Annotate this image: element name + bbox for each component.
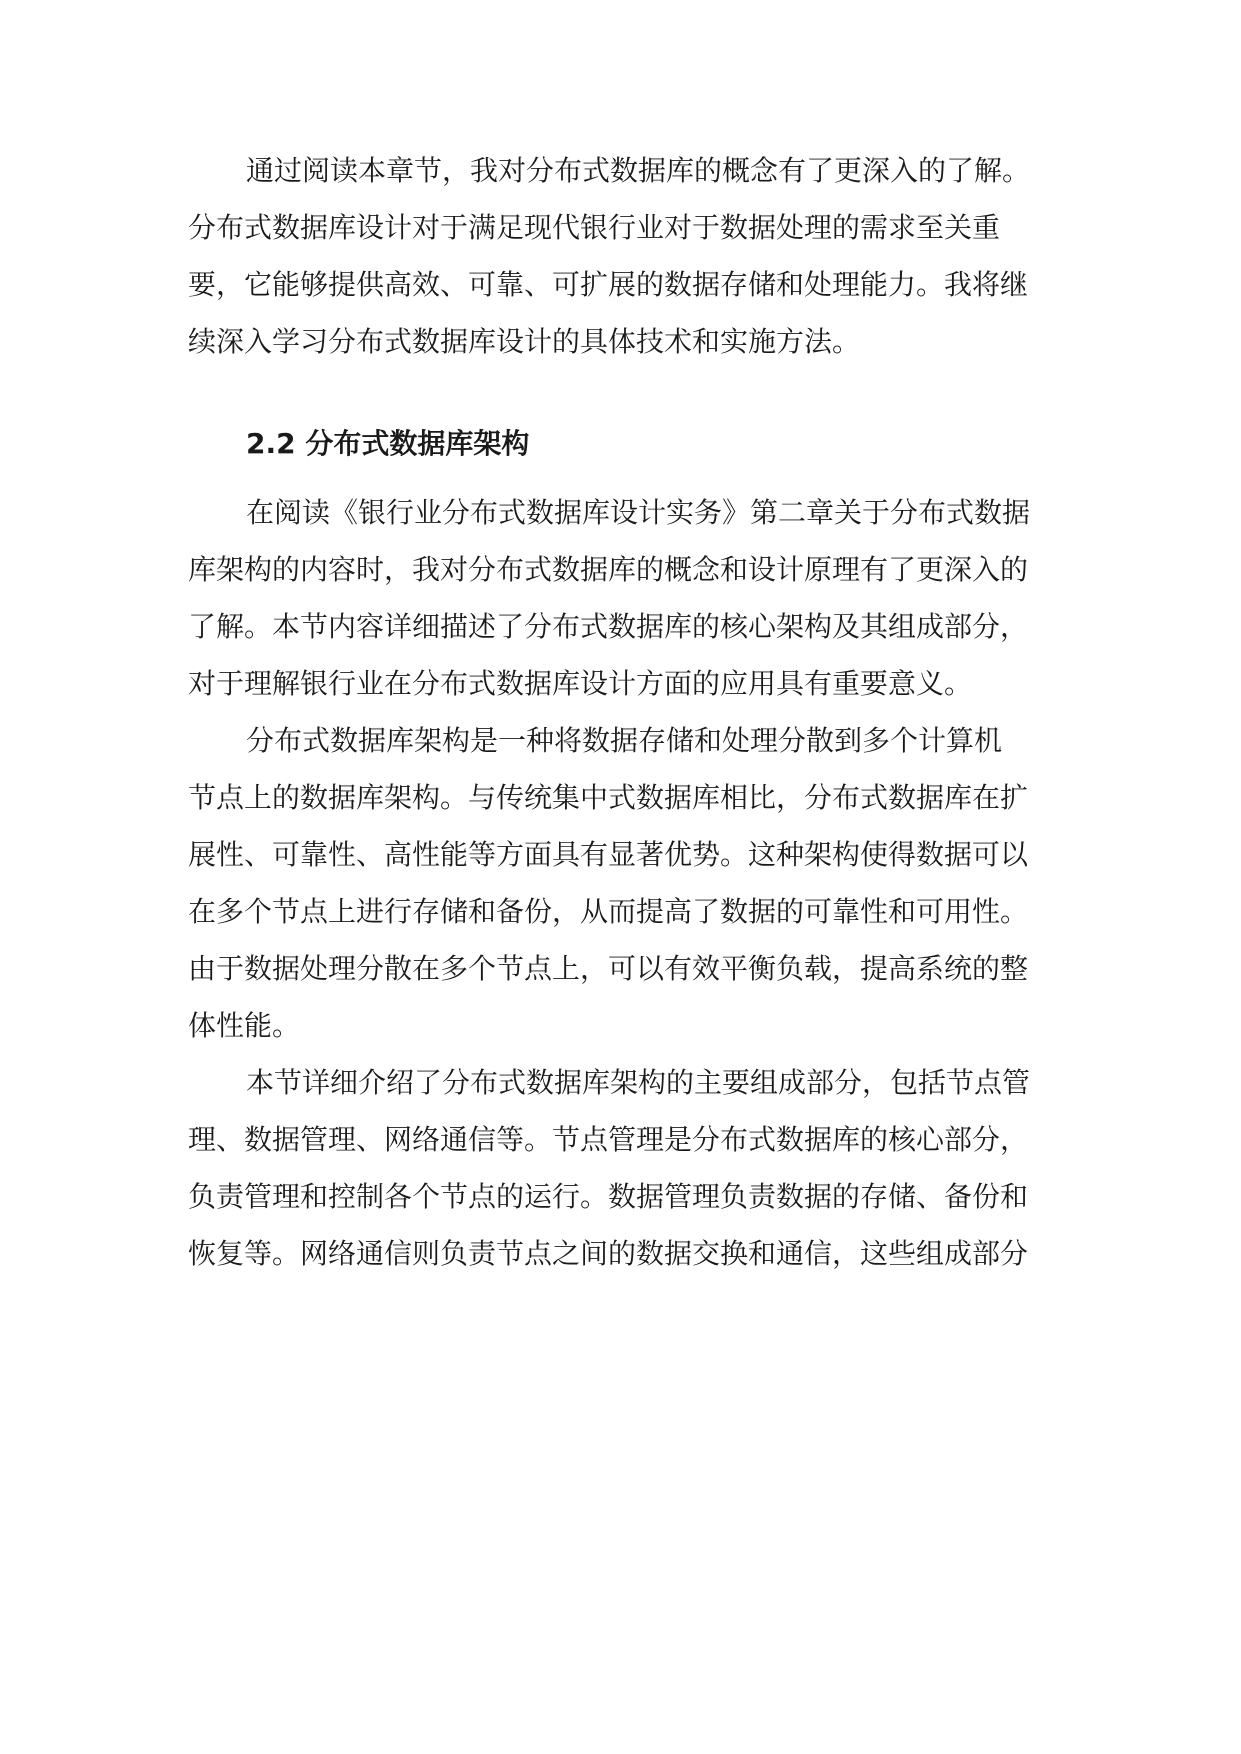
text-line: 在多个节点上进行存储和备份，从而提高了数据的可靠性和可用性。 bbox=[188, 895, 1029, 928]
text-line: 负责管理和控制各个节点的运行。数据管理负责数据的存储、备份和 bbox=[188, 1180, 1029, 1213]
text-line: 展性、可靠性、高性能等方面具有显著优势。这种架构使得数据可以 bbox=[188, 838, 1029, 871]
text-line: 了解。本节内容详细描述了分布式数据库的核心架构及其组成部分， bbox=[188, 610, 1029, 643]
section-heading: 2.2 分布式数据库架构 bbox=[246, 427, 530, 460]
text-line: 本节详细介绍了分布式数据库架构的主要组成部分，包括节点管 bbox=[246, 1066, 1031, 1099]
text-line: 分布式数据库架构是一种将数据存储和处理分散到多个计算机 bbox=[246, 724, 1003, 757]
text-line: 体性能。 bbox=[188, 1009, 301, 1042]
text-line: 对于理解银行业在分布式数据库设计方面的应用具有重要意义。 bbox=[188, 667, 973, 700]
text-line: 节点上的数据库架构。与传统集中式数据库相比，分布式数据库在扩 bbox=[188, 781, 1029, 814]
text-line: 要，它能够提供高效、可靠、可扩展的数据存储和处理能力。我将继 bbox=[188, 268, 1029, 301]
text-line: 理、数据管理、网络通信等。节点管理是分布式数据库的核心部分， bbox=[188, 1123, 1029, 1156]
text-line: 恢复等。网络通信则负责节点之间的数据交换和通信，这些组成部分 bbox=[188, 1237, 1029, 1270]
text-line: 通过阅读本章节，我对分布式数据库的概念有了更深入的了解。 bbox=[246, 154, 1031, 187]
document-body bbox=[188, 142, 1058, 1282]
paragraph bbox=[188, 712, 1058, 1054]
text-line: 分布式数据库设计对于满足现代银行业对于数据处理的需求至关重 bbox=[188, 211, 1001, 244]
text-line: 在阅读《银行业分布式数据库设计实务》第二章关于分布式数据 bbox=[246, 496, 1031, 529]
paragraph bbox=[188, 142, 1058, 370]
text-line: 由于数据处理分散在多个节点上，可以有效平衡负载，提高系统的整 bbox=[188, 952, 1029, 985]
paragraph bbox=[188, 484, 1058, 712]
text-line: 续深入学习分布式数据库设计的具体技术和实施方法。 bbox=[188, 325, 861, 358]
text-line: 库架构的内容时，我对分布式数据库的概念和设计原理有了更深入的 bbox=[188, 553, 1029, 586]
paragraph bbox=[188, 1054, 1058, 1282]
